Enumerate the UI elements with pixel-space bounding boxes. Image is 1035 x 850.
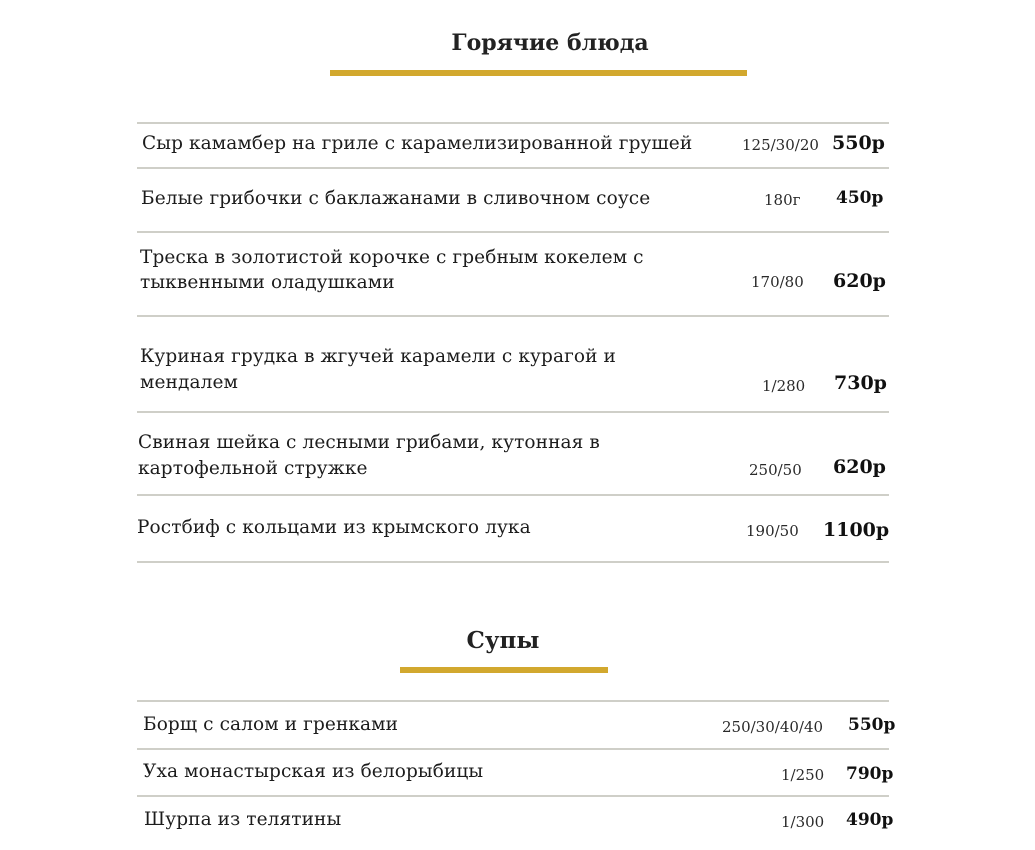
- menu-item-weight: 180г: [764, 191, 801, 209]
- menu-item-price: 550р: [848, 715, 896, 735]
- section-title-hot: Горячие блюда: [451, 30, 649, 56]
- menu-item-weight: 170/80: [751, 273, 804, 291]
- menu-item-weight: 1/300: [781, 813, 825, 831]
- menu-item-price: 550р: [832, 132, 885, 154]
- menu-item-name: картофельной стружке: [138, 458, 368, 479]
- menu-item-name: Ростбиф с кольцами из крымского лука: [137, 517, 531, 538]
- menu-item-name: Треска в золотистой корочке с гребным кокелем с: [140, 247, 644, 268]
- title-underline-soups: [400, 667, 608, 673]
- menu-item-name: Уха монастырская из белорыбицы: [143, 761, 484, 782]
- divider: [137, 167, 889, 169]
- menu-item-name: Сыр камамбер на гриле с карамелизированной грушей: [142, 133, 693, 154]
- divider: [137, 561, 889, 563]
- menu-item-price: 620р: [833, 270, 886, 292]
- menu-item-price: 730р: [834, 372, 887, 394]
- menu-item-weight: 1/250: [781, 766, 825, 784]
- menu-item-name: Свиная шейка с лесными грибами, кутонная в: [138, 432, 600, 453]
- menu-item-name: Куриная грудка в жгучей карамели с курагой и: [140, 346, 616, 367]
- section-title-soups: Супы: [466, 627, 540, 654]
- menu-item-price: 790р: [846, 764, 894, 784]
- menu-item-price: 490р: [846, 810, 894, 830]
- menu-item-name: мендалем: [140, 372, 238, 393]
- menu-item-name: тыквенными оладушками: [140, 272, 395, 293]
- menu-item-price: 620р: [833, 456, 886, 478]
- menu-item-weight: 190/50: [746, 522, 799, 540]
- menu-item-weight: 1/280: [762, 377, 806, 395]
- divider: [137, 315, 889, 317]
- menu-item-price: 1100р: [823, 519, 890, 541]
- divider: [137, 795, 889, 797]
- divider: [137, 122, 889, 124]
- menu-item-weight: 125/30/20: [742, 136, 819, 154]
- menu-item-name: Белые грибочки с баклажанами в сливочном соусе: [141, 188, 651, 209]
- divider: [137, 494, 889, 496]
- divider: [137, 748, 889, 750]
- title-underline-hot: [330, 70, 747, 76]
- menu-item-name: Борщ с салом и гренками: [143, 714, 399, 735]
- menu-item-price: 450р: [836, 188, 884, 208]
- menu-item-name: Шурпа из телятины: [144, 809, 342, 830]
- divider: [137, 231, 889, 233]
- divider: [137, 700, 889, 702]
- menu-item-weight: 250/30/40/40: [722, 718, 824, 736]
- divider: [137, 411, 889, 413]
- menu-item-weight: 250/50: [749, 461, 802, 479]
